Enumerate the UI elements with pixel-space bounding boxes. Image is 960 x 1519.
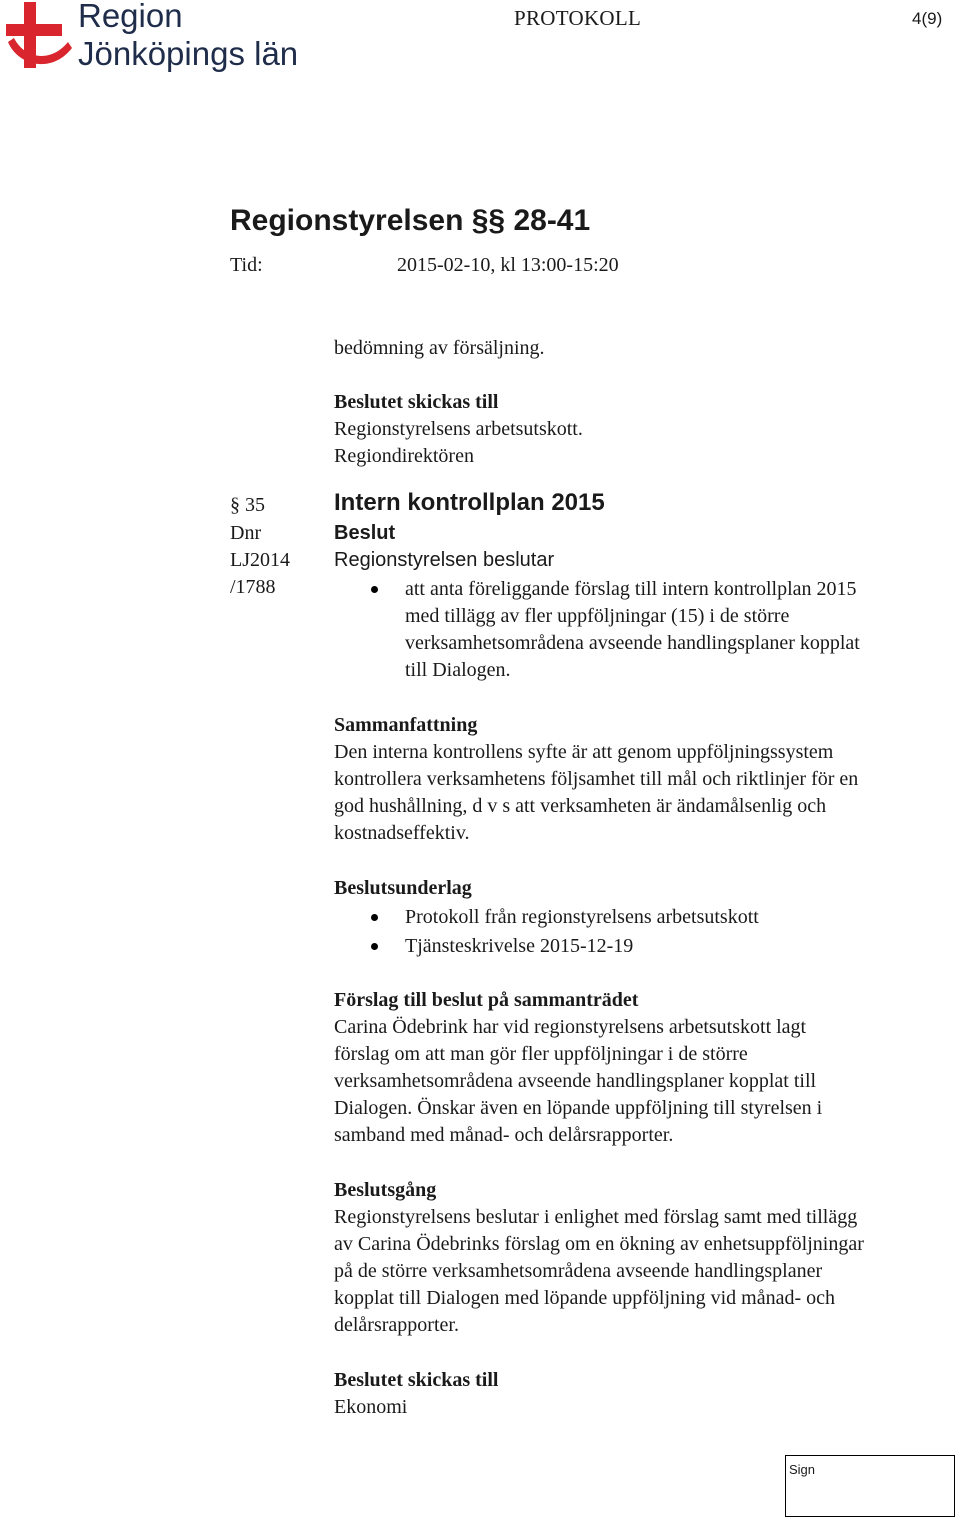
decision-intro: Regionstyrelsen beslutar	[334, 549, 555, 571]
region-logo-icon	[6, 2, 74, 68]
summary-line: kontrollera verksamhetens följsamhet till mål och riktlinjer för en	[334, 768, 859, 790]
item-dnr-value: LJ2014	[230, 549, 290, 571]
meeting-title: Regionstyrelsen §§ 28-41	[230, 204, 591, 237]
decision-heading: Beslut	[334, 522, 396, 544]
basis-list-item	[334, 933, 960, 960]
decision-list	[334, 576, 960, 684]
bullet-icon	[371, 586, 378, 593]
previous-item-sent-to-heading: Beslutet skickas till	[334, 391, 499, 413]
basis-list-item	[334, 904, 960, 931]
item-dnr-label: Dnr	[230, 522, 262, 544]
previous-item-continued-text: bedömning av försäljning.	[334, 337, 545, 359]
signature-label: Sign	[789, 1462, 816, 1477]
proposal-heading: Förslag till beslut på sammanträdet	[334, 989, 639, 1011]
region-logo-text	[78, 0, 298, 74]
proposal-line: samband med månad- och delårsrapporter.	[334, 1124, 674, 1146]
bullet-icon	[371, 943, 378, 950]
page-number: 4(9)	[912, 9, 943, 28]
item-paragraph-sign: § 35	[230, 494, 265, 516]
proposal-line: Carina Ödebrink har vid regionstyrelsens arbetsutskott lagt	[334, 1016, 807, 1038]
decision-bullet-line: verksamhetsområdena avseende handlingsplaner kopplat	[405, 632, 860, 654]
document-type: PROTOKOLL	[514, 6, 642, 30]
sent-to-recipient: Ekonomi	[334, 1396, 408, 1418]
proposal-line: förslag om att man gör fler uppföljningar i de större	[334, 1043, 748, 1065]
decision-bullet-line: att anta föreliggande förslag till intern kontrollplan 2015	[405, 578, 857, 600]
basis-item-text: Protokoll från regionstyrelsens arbetsutskott	[405, 906, 759, 928]
procedure-line: på de större verksamhetsområdena avseende handlingsplaner	[334, 1260, 823, 1282]
basis-heading: Beslutsunderlag	[334, 877, 472, 899]
item-dnr-value: /1788	[230, 576, 276, 598]
procedure-line: delårsrapporter.	[334, 1314, 459, 1336]
previous-item-recipient: Regiondirektören	[334, 445, 474, 467]
decision-bullet	[334, 576, 960, 684]
summary-line: god hushållning, d v s att verksamheten är ändamålsenlig och	[334, 795, 827, 817]
summary-line: Den interna kontrollens syfte är att genom uppföljningssystem	[334, 741, 834, 763]
procedure-line: Regionstyrelsens beslutar i enlighet med förslag samt med tillägg	[334, 1206, 858, 1228]
decision-bullet-line: med tillägg av fler uppföljningar (15) i de större	[405, 605, 790, 627]
logo-line-county: Jönköpings län	[78, 35, 299, 72]
sent-to-heading: Beslutet skickas till	[334, 1369, 499, 1391]
proposal-line: Dialogen. Önskar även en löpande uppföljning till styrelsen i	[334, 1097, 823, 1119]
procedure-line: kopplat till Dialogen med löpande uppföljning vid månad- och	[334, 1287, 836, 1309]
procedure-heading: Beslutsgång	[334, 1179, 437, 1201]
logo-line-region: Region	[78, 0, 183, 34]
procedure-line: av Carina Ödebrinks förslag om en ökning av enhetsuppföljningar	[334, 1233, 864, 1255]
time-label: Tid:	[230, 254, 263, 276]
basis-list	[334, 904, 960, 960]
basis-item-text: Tjänsteskrivelse 2015-12-19	[405, 935, 634, 957]
summary-line: kostnadseffektiv.	[334, 822, 470, 844]
proposal-line: verksamhetsområdena avseende handlingsplaner kopplat till	[334, 1070, 817, 1092]
time-value: 2015-02-10, kl 13:00-15:20	[397, 254, 619, 276]
signature-box	[785, 1455, 955, 1517]
previous-item-recipient: Regionstyrelsens arbetsutskott.	[334, 418, 583, 440]
bullet-icon	[371, 914, 378, 921]
item-heading: Intern kontrollplan 2015	[334, 489, 605, 516]
summary-heading: Sammanfattning	[334, 714, 478, 736]
decision-bullet-line: till Dialogen.	[405, 659, 511, 681]
